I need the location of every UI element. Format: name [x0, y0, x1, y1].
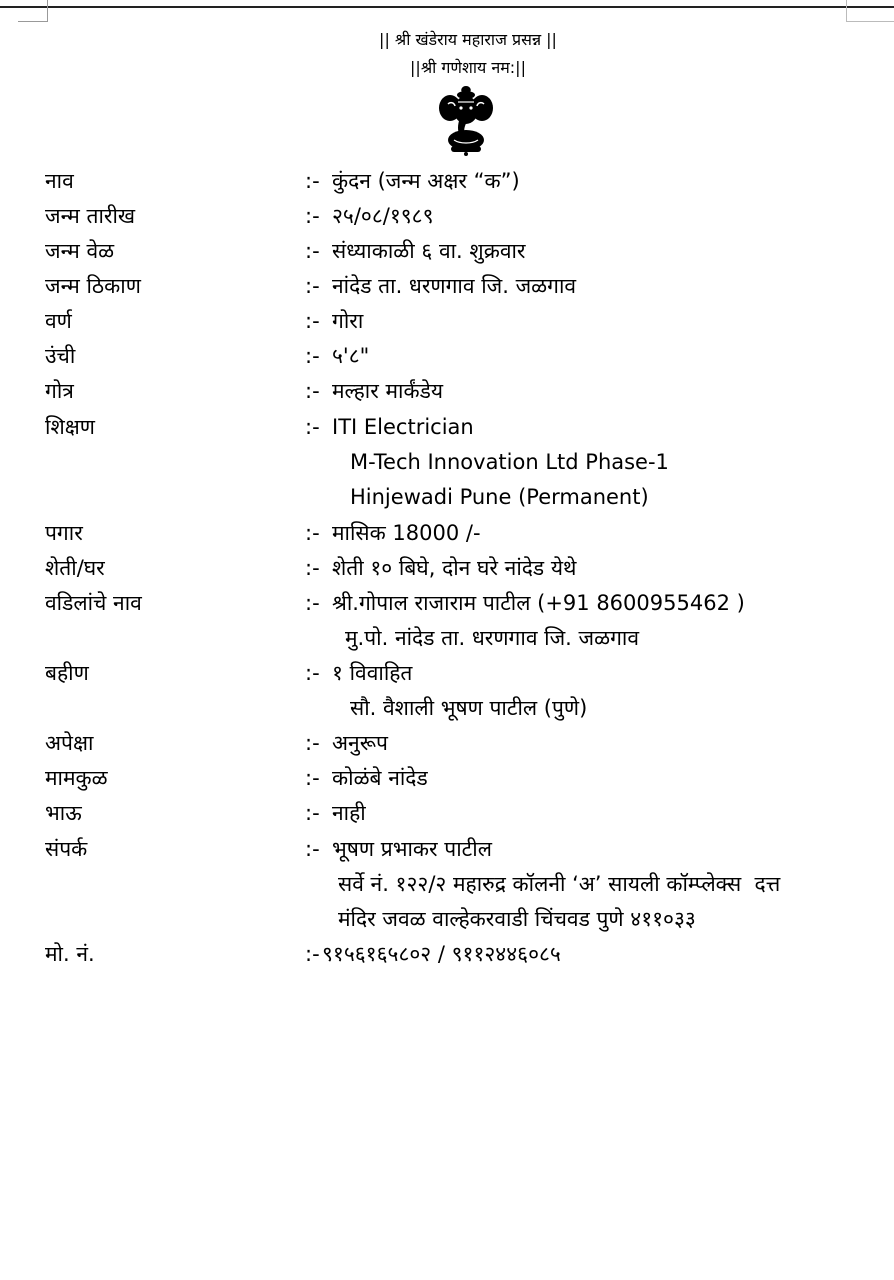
label-vadil: वडिलांचे नाव	[45, 591, 142, 615]
label-apeksha: अपेक्षा	[45, 731, 94, 755]
value-janma-tarikh: २५/०८/१९८९	[332, 204, 434, 228]
value-mobile: ९१५६१६५८०२ / ९११२४४६०८५	[322, 942, 561, 966]
separator: :-	[305, 204, 320, 228]
separator: :-	[305, 801, 320, 825]
label-janma-thikan: जन्म ठिकाण	[45, 274, 141, 298]
value-janma-thikan: नांदेड ता. धरणगाव जि. जळगाव	[332, 274, 577, 298]
value-vadil-address: मु.पो. नांदेड ता. धरणगाव जि. जळगाव	[345, 626, 640, 650]
value-shikshan-line2: M-Tech Innovation Ltd Phase-1	[350, 450, 669, 474]
page-top-border	[0, 6, 894, 8]
margin-corner-mark-right	[846, 0, 847, 22]
separator: :-	[305, 169, 320, 193]
value-sampark-address-line1: सर्वे नं. १२२/२ महारुद्र कॉलनी ‘अ’ सायली कॉम्प्लेक्स दत्त	[338, 872, 781, 896]
margin-corner-mark-left-h	[18, 21, 48, 22]
label-shikshan: शिक्षण	[45, 415, 95, 439]
label-bhau: भाऊ	[45, 801, 82, 825]
label-janma-vel: जन्म वेळ	[45, 239, 115, 263]
value-sheti-ghar: शेती १० बिघे, दोन घरे नांदेड येथे	[332, 556, 577, 580]
label-gotra: गोत्र	[45, 379, 74, 403]
margin-corner-mark-right-h	[846, 21, 894, 22]
value-bahin-name: सौ. वैशाली भूषण पाटील (पुणे)	[350, 696, 588, 720]
value-janma-vel: संध्याकाळी ६ वा. शुक्रवार	[332, 239, 526, 263]
value-varna: गोरा	[332, 309, 364, 333]
blessing-line-1: || श्री खंडेराय महाराज प्रसन्न ||	[379, 30, 557, 49]
separator: :-	[305, 379, 320, 403]
separator: :-	[305, 344, 320, 368]
label-unchi: उंची	[45, 344, 76, 368]
value-unchi: ५'८"	[332, 344, 370, 368]
value-gotra: मल्हार मार्कंडेय	[332, 379, 444, 403]
separator: :-	[305, 239, 320, 263]
label-naav: नाव	[45, 169, 74, 193]
separator: :-	[305, 942, 320, 966]
value-vadil: श्री.गोपाल राजाराम पाटील (+91 8600955462 )	[332, 591, 745, 615]
value-bhau: नाही	[332, 801, 366, 825]
value-sampark-address-line2: मंदिर जवळ वाल्हेकरवाडी चिंचवड पुणे ४११०३३	[338, 907, 696, 931]
label-bahin: बहीण	[45, 661, 89, 685]
separator: :-	[305, 274, 320, 298]
separator: :-	[305, 521, 320, 545]
separator: :-	[305, 591, 320, 615]
value-sampark: भूषण प्रभाकर पाटील	[332, 837, 492, 861]
label-janma-tarikh: जन्म तारीख	[45, 204, 136, 228]
value-mamkul: कोळंबे नांदेड	[332, 766, 428, 790]
label-varna: वर्ण	[45, 309, 72, 333]
label-sampark: संपर्क	[45, 837, 88, 861]
separator: :-	[305, 731, 320, 755]
label-sheti-ghar: शेती/घर	[45, 556, 105, 580]
value-naav: कुंदन (जन्म अक्षर “क”)	[332, 169, 520, 193]
value-apeksha: अनुरूप	[332, 731, 388, 755]
blessing-line-2: ||श्री गणेशाय नम:||	[410, 58, 526, 77]
value-bahin: १ विवाहित	[332, 661, 413, 685]
margin-corner-mark-left	[47, 0, 48, 22]
label-pagar: पगार	[45, 521, 83, 545]
separator: :-	[305, 556, 320, 580]
label-mamkul: मामकुळ	[45, 766, 108, 790]
separator: :-	[305, 309, 320, 333]
label-mobile: मो. नं.	[45, 942, 95, 966]
separator: :-	[305, 766, 320, 790]
value-shikshan-line3: Hinjewadi Pune (Permanent)	[350, 485, 649, 509]
separator: :-	[305, 415, 320, 439]
value-shikshan: ITI Electrician	[332, 415, 474, 439]
value-pagar: मासिक 18000 /-	[332, 521, 481, 545]
separator: :-	[305, 661, 320, 685]
separator: :-	[305, 837, 320, 861]
ganesh-icon	[436, 84, 496, 156]
